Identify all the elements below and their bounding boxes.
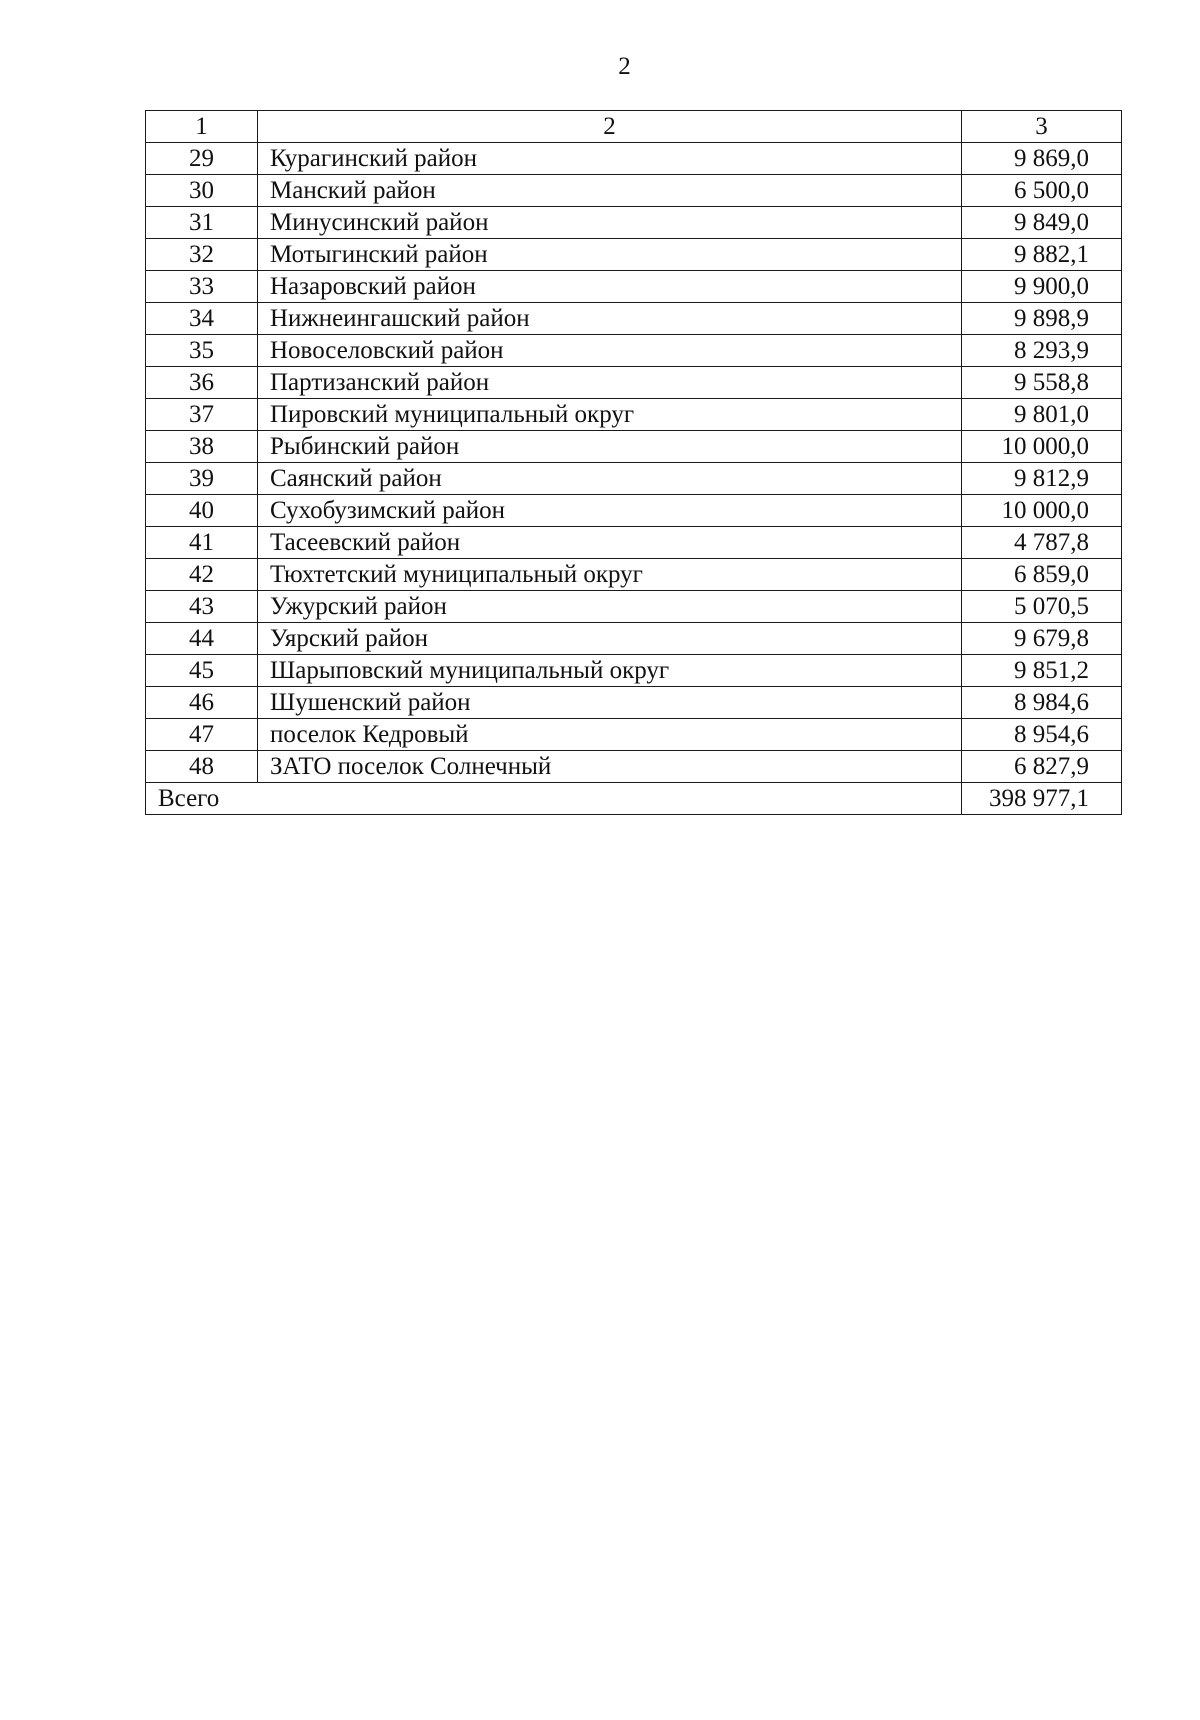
row-number: 38 <box>146 431 258 463</box>
row-number: 40 <box>146 495 258 527</box>
table-row <box>146 175 1122 207</box>
row-name: Нижнеингашский район <box>258 303 962 335</box>
table-header-row <box>146 111 1122 143</box>
table-row <box>146 271 1122 303</box>
row-number: 43 <box>146 591 258 623</box>
total-value: 398 977,1 <box>962 783 1122 815</box>
table-row <box>146 431 1122 463</box>
table-row <box>146 495 1122 527</box>
row-name: Саянский район <box>258 463 962 495</box>
row-value: 4 787,8 <box>962 527 1122 559</box>
table-row <box>146 719 1122 751</box>
row-number: 41 <box>146 527 258 559</box>
row-value: 9 869,0 <box>962 143 1122 175</box>
row-number: 39 <box>146 463 258 495</box>
table-row <box>146 207 1122 239</box>
row-number: 30 <box>146 175 258 207</box>
row-name: Пировский муниципальный округ <box>258 399 962 431</box>
table-row <box>146 335 1122 367</box>
table-row <box>146 751 1122 783</box>
row-number: 42 <box>146 559 258 591</box>
row-value: 10 000,0 <box>962 495 1122 527</box>
row-name: Тасеевский район <box>258 527 962 559</box>
table-row <box>146 463 1122 495</box>
row-name: Сухобузимский район <box>258 495 962 527</box>
row-number: 46 <box>146 687 258 719</box>
row-name: Новоселовский район <box>258 335 962 367</box>
row-value: 10 000,0 <box>962 431 1122 463</box>
table-row <box>146 591 1122 623</box>
total-label: Всего <box>146 783 962 815</box>
row-name: Назаровский район <box>258 271 962 303</box>
row-value: 9 812,9 <box>962 463 1122 495</box>
row-value: 6 500,0 <box>962 175 1122 207</box>
row-number: 36 <box>146 367 258 399</box>
table-row <box>146 399 1122 431</box>
row-number: 34 <box>146 303 258 335</box>
row-number: 45 <box>146 655 258 687</box>
row-value: 8 984,6 <box>962 687 1122 719</box>
row-name: Уярский район <box>258 623 962 655</box>
column-header-1: 1 <box>146 111 258 143</box>
row-value: 9 898,9 <box>962 303 1122 335</box>
row-name: Тюхтетский муниципальный округ <box>258 559 962 591</box>
row-value: 5 070,5 <box>962 591 1122 623</box>
row-number: 47 <box>146 719 258 751</box>
table-row <box>146 527 1122 559</box>
row-value: 9 851,2 <box>962 655 1122 687</box>
table-row <box>146 367 1122 399</box>
row-number: 44 <box>146 623 258 655</box>
row-name: Мотыгинский район <box>258 239 962 271</box>
table-row <box>146 143 1122 175</box>
row-number: 31 <box>146 207 258 239</box>
row-value: 9 801,0 <box>962 399 1122 431</box>
row-value: 6 827,9 <box>962 751 1122 783</box>
column-header-2: 2 <box>258 111 962 143</box>
row-name: Ужурский район <box>258 591 962 623</box>
row-name: Минусинский район <box>258 207 962 239</box>
row-value: 9 882,1 <box>962 239 1122 271</box>
table-row <box>146 623 1122 655</box>
row-value: 8 293,9 <box>962 335 1122 367</box>
total-row <box>146 783 1122 815</box>
table-row <box>146 559 1122 591</box>
row-name: Шарыповский муниципальный округ <box>258 655 962 687</box>
row-name: Шушенский район <box>258 687 962 719</box>
table-row <box>146 239 1122 271</box>
page-number: 2 <box>618 53 631 80</box>
row-number: 32 <box>146 239 258 271</box>
table-row <box>146 687 1122 719</box>
row-number: 33 <box>146 271 258 303</box>
row-value: 8 954,6 <box>962 719 1122 751</box>
row-number: 37 <box>146 399 258 431</box>
row-value: 9 558,8 <box>962 367 1122 399</box>
budget-table <box>145 110 1122 815</box>
row-name: Курагинский район <box>258 143 962 175</box>
table-body <box>146 111 1122 815</box>
column-header-3: 3 <box>962 111 1122 143</box>
row-number: 29 <box>146 143 258 175</box>
row-name: поселок Кедровый <box>258 719 962 751</box>
row-name: ЗАТО поселок Солнечный <box>258 751 962 783</box>
row-value: 9 849,0 <box>962 207 1122 239</box>
row-value: 9 900,0 <box>962 271 1122 303</box>
row-number: 35 <box>146 335 258 367</box>
row-name: Рыбинский район <box>258 431 962 463</box>
row-name: Партизанский район <box>258 367 962 399</box>
table-row <box>146 303 1122 335</box>
row-value: 9 679,8 <box>962 623 1122 655</box>
row-name: Манский район <box>258 175 962 207</box>
row-value: 6 859,0 <box>962 559 1122 591</box>
table-row <box>146 655 1122 687</box>
row-number: 48 <box>146 751 258 783</box>
